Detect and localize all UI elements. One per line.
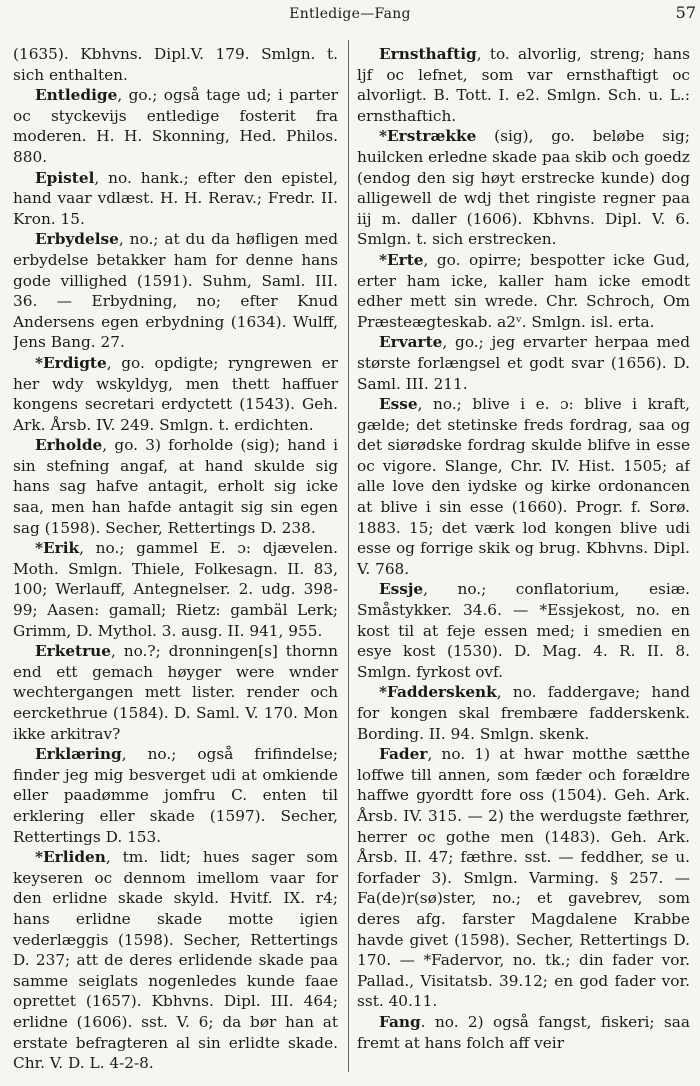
entry-text: (sig), go. beløbe sig; huilcken erledne skade paa skib och goedz (endog den sig høyt erstrecke kunde) dog alligewell de wdj thet ringiste regner paa iij m. daller (1606). Kbhvns. Dipl. V. 6. Smlgn. t. sich erstrecken. [357,127,690,249]
entry-text: , no.; conflatorium, esiæ. Småstykker. 34.6. — *Essjekost, no. en kost til at feje essen med; i smedien en esye kost (1530). D. Mag. 4. R. II. 8. Smlgn. fyrkost ovf. [357,580,690,681]
entry-headword: *Erliden [35,848,106,867]
column-divider [348,40,349,1072]
entry-text: , no.; også frifindelse; finder jeg mig besverget udi at omkiende eller paadømme jomfru C. enten til erklering eller skade (1597). Secher, Rettertings D. 153. [13,745,338,846]
dictionary-entry [13,85,338,167]
dictionary-entry [13,847,338,1074]
dictionary-entry [13,44,338,85]
entry-headword: Fader [379,745,428,764]
entry-headword: Erklæring [35,745,122,764]
entry-headword: *Erte [379,250,424,269]
entry-headword: *Erstrække [379,127,477,146]
dictionary-entry [13,229,338,353]
entry-text: (1635). Kbhvns. Dipl.V. 179. Smlgn. t. sich enthalten. [13,45,338,84]
entry-text: , no.; blive i e. ɔ: blive i kraft, gælde; det stetinske freds fordrag, saa og det siørødske fordrag skulde blifve in esse oc vigore. Slange, Chr. IV. Hist. 1505; af alle love den iydske og kirke ordonancen at blive i sin esse (1660). Progr. f. Sorø. 1883. 15; det værk lod kongen blive udi esse og forrige skik og brug. Kbhvns. Dipl. V. 768. [357,395,690,578]
dictionary-entry [13,538,338,641]
entry-text: , go.; også tage ud; i parter oc styckevijs entledige fosterit fra moderen. H. H. Skonning, Hed. Philos. 880. [13,86,338,166]
running-title: Entledige—Fang [289,6,411,22]
entry-headword: Esse [379,395,418,414]
dictionary-entry [357,682,690,744]
entry-headword: Entledige [35,86,118,105]
entry-headword: Erholde [35,436,103,455]
dictionary-entry [13,641,338,744]
entry-headword: Ervarte [379,333,443,352]
entry-text: , no.?; dronningen[s] thornn end ett gemach høyger were wnder wechtergangen mett lister. render och eerckethrue (1584). D. Saml. V. 170. Mon ikke arkitrav? [13,642,338,743]
entry-text: , go. opdigte; ryngrewen er her wdy wskyldyg, men thett haffuer kongens secretari erdyctett (1543). Geh. Ark. Årsb. IV. 249. Smlgn. t. erdichten. [13,353,338,434]
entry-headword: Ernsthaftig [379,45,477,63]
entry-headword: *Erdigte [35,353,107,372]
entry-text: , go.; jeg ervarter herpaa med største forlængsel et godt svar (1656). D. Saml. III. 211. [357,333,690,393]
entry-text: , go. opirre; bespotter icke Gud, erter ham icke, kaller ham icke emodt edher mett sin wrede. Chr. Schroch, Om Præsteægteskab. a2ᵛ. Smlgn. isl. erta. [357,250,690,331]
entry-headword: *Erik [35,539,80,558]
entry-headword: Erketrue [35,642,112,661]
dictionary-entry [357,250,690,332]
dictionary-entry [357,579,690,682]
page-header [0,0,700,28]
dictionary-entry [357,44,690,126]
entry-text: , no. 1) at hwar motthe sætthe loffwe till annen, som fæder och forældre haffwe gyordtt fore oss (1504). Geh. Ark. Årsb. IV. 315. — 2) the werdugste fæthrer, herrer oc gothe men (1483). Geh. Ark. Årsb. II. 47; fæthre. sst. — feddher, se u. forfader 3). Smlgn. Varming. § 257. — Fa(de)r(sø)ster, no.; et gavebrev, som deres afg. farster Magdalene Krabbe havde givet (1598). Secher, Rettertings D. 170. — *Fadervor, no. tk.; din fader vor. Pallad., Visitatsb. 39.12; en god fader vor. sst. 40.11. [357,745,690,1011]
entry-text: , no. faddergave; hand for kongen skal frembære fadderskenk. Bording. II. 94. Smlgn. skenk. [357,683,690,743]
entry-text: , go. 3) forholde (sig); hand i sin stefning angaf, at hand skulde sig hans sag hafve antagit, erholt sig icke saa, men han hafde antagit sig sin egen sag (1598). Secher, Rettertings D. 238. [13,436,338,537]
dictionary-entry [13,744,338,847]
entry-text: , no. hank.; efter den epistel, hand vaar vdlæst. H. H. Rerav.; Fredr. II. Kron. 15. [13,168,338,228]
page-number: 57 [675,3,696,22]
dictionary-entry [13,435,338,538]
entry-text: , no.; at du da høfligen med erbydelse betakker ham for denne hans gode villighed (1591). Suhm, Saml. III. 36. — Erbydning, no; efter Knud Andersens egen erbydning (1634). Wulff, Jens Bang. 27. [13,230,338,352]
entry-headword: Epistel [35,168,95,187]
left-column [13,44,338,1076]
entry-headword: *Fadderskenk [379,683,497,702]
entry-headword: Erbydelse [35,230,119,249]
dictionary-entry [357,1012,690,1053]
dictionary-entry [13,353,338,435]
entry-text: , to. alvorlig, streng; hans ljf oc lefnet, som var ernsthaftigt oc alvorligt. B. Tott. I. e2. Smlgn. Sch. u. L.: ernsthaftich. [357,45,690,125]
entry-text: , tm. lidt; hues sager som keyseren oc dennom imellom vaar for den erlidne skade skyld. Hvitf. IX. r4; hans erlidne skade motte igien vederlæggis (1598). Secher, Rettertings D. 237; att de deres erlidende skade paa samme seiglats nogenledes kunde faae oprettet (1657). Kbhvns. Dipl. III. 464; erlidne (1606). sst. V. 6; da bør han at erstate befragteren al sin erlidte skade. Chr. V. D. L. 4-2-8. [13,848,338,1073]
dictionary-entry [357,744,690,1012]
entry-headword: Fang [379,1012,421,1031]
dictionary-entry [13,168,338,230]
entry-headword: Essje [379,580,424,599]
right-column [357,44,690,1076]
entry-text: . no. 2) også fangst, fiskeri; saa fremt at hans folch aff veir [357,1012,690,1052]
dictionary-entry [357,394,690,579]
dictionary-entry [357,126,690,250]
entry-text: , no.; gammel E. ɔ: djævelen. Moth. Smlgn. Thiele, Folkesagn. II. 83, 100; Werlauff, Antegnelser. 2. udg. 398-99; Aasen: gamall; Rietz: gambäl Lerk; Grimm, D. Mythol. 3. ausg. II. 941, 955. [13,539,338,640]
dictionary-entry [357,332,690,394]
